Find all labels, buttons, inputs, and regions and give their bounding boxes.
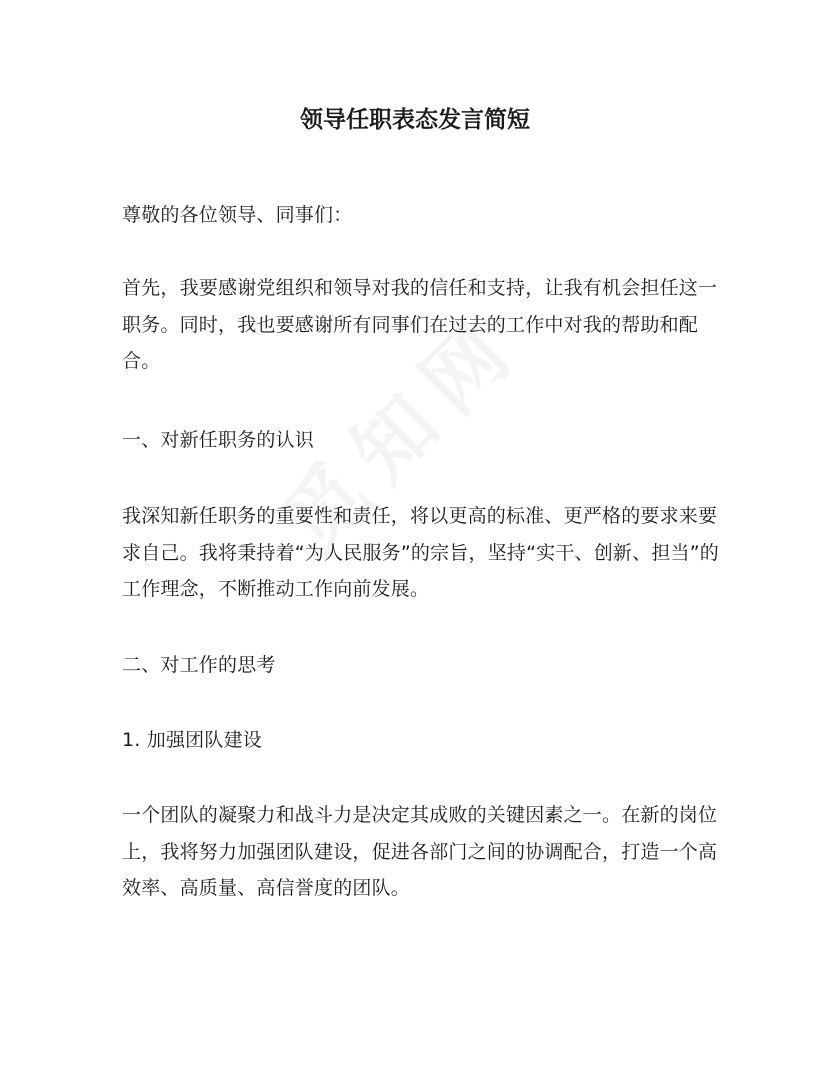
paragraph-role-understanding: 我深知新任职务的重要性和责任，将以更高的标准、更严格的要求来要求自己。我将秉持着“为人民服务”的宗旨，坚持“实干、创新、担当”的工作理念，不断推动工作向前发展。 xyxy=(122,505,719,600)
paragraph-thanks: 首先，我要感谢党组织和领导对我的信任和支持，让我有机会担任这一职务。同时，我也要感谢所有同事们在过去的工作中对我的帮助和配合。 xyxy=(122,277,718,372)
section-heading-2: 二、对工作的思考 xyxy=(122,654,276,676)
subheading-team-building: 1. 加强团队建设 xyxy=(122,729,262,751)
section-heading-1: 一、对新任职务的认识 xyxy=(122,429,315,451)
greeting: 尊敬的各位领导、同事们： xyxy=(122,204,353,226)
paragraph-team-building: 一个团队的凝聚力和战斗力是决定其成败的关键因素之一。在新的岗位上，我将努力加强团队建设，促进各部门之间的协调配合，打造一个高效率、高质量、高信誉度的团队。 xyxy=(122,804,718,899)
document-title: 领导任职表态发言简短 xyxy=(300,107,530,133)
